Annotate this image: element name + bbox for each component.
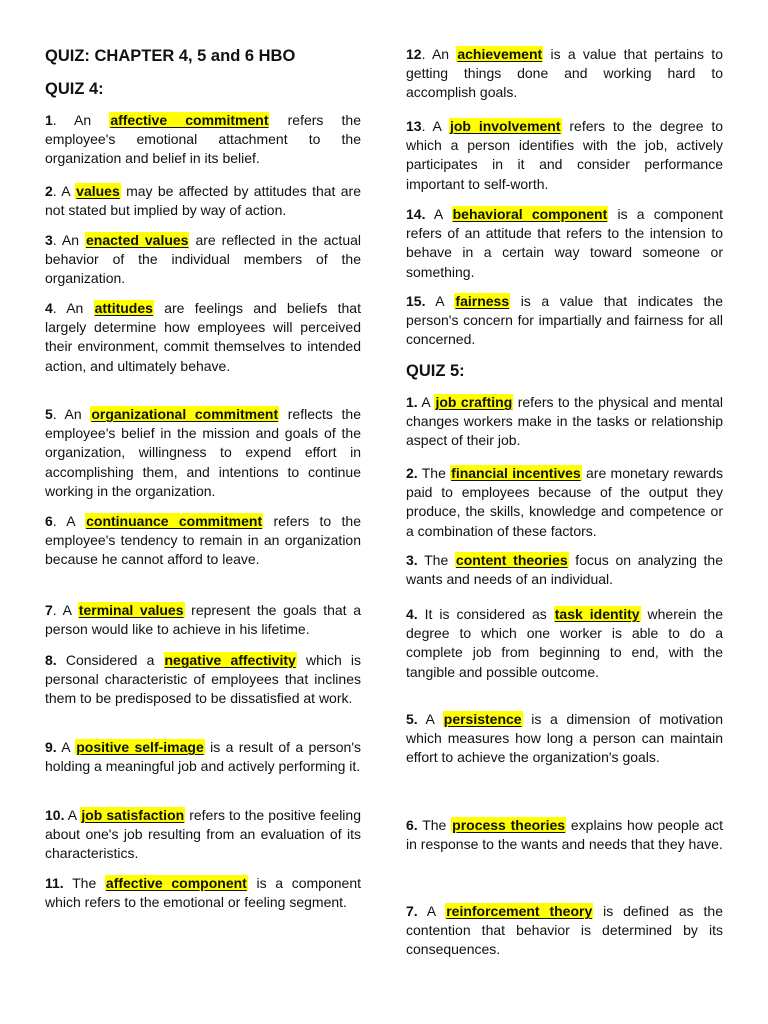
highlighted-term: organizational commitment — [91, 406, 279, 422]
item-text: refers to the positive feeling about one's job resulting from an evaluation of its characteristics. — [45, 807, 361, 862]
item-text: are reflected in the actual behavior of the individual members of the organization. — [45, 232, 361, 287]
item-number: 14. — [406, 206, 426, 222]
item-number: 11. — [45, 875, 64, 891]
highlighted-term: achievement — [457, 46, 543, 62]
highlighted-term: enacted values — [86, 232, 189, 248]
item-number: 9. — [45, 739, 57, 755]
item-text: refers to the degree to which a person identifies with the job, actively participates in it and consider performance important to self-worth. — [406, 118, 724, 192]
item-lead: . An — [52, 232, 85, 248]
quiz-item — [406, 605, 723, 682]
quiz-item — [45, 299, 361, 376]
item-number: 10. — [45, 807, 65, 823]
item-lead: A — [417, 903, 446, 919]
item-lead: The — [417, 552, 455, 568]
item-number: 12 — [406, 46, 422, 62]
item-lead: A — [64, 807, 81, 823]
item-number: 8. — [45, 652, 57, 668]
highlighted-term: positive self-image — [76, 739, 204, 755]
item-lead: . A — [52, 602, 78, 618]
item-number: 15. — [406, 293, 426, 309]
highlighted-term: reinforcement theory — [446, 903, 593, 919]
highlighted-term: fairness — [455, 293, 510, 309]
item-text: wherein the degree to which one worker is able to do a complete job from beginning to end, with the tangible and possible outcome. — [406, 606, 723, 680]
item-text: is a result of a person's holding a meaningful job and actively performing it. — [45, 739, 361, 775]
quiz-item — [45, 111, 361, 169]
item-number: 13 — [406, 118, 422, 134]
quiz-item — [406, 710, 723, 768]
highlighted-term: task identity — [554, 606, 640, 622]
item-lead: A — [417, 711, 443, 727]
quiz4-heading: QUIZ 4: — [45, 80, 104, 98]
quiz-item — [45, 601, 361, 639]
item-number: 2 — [45, 183, 53, 199]
highlighted-term: terminal values — [78, 602, 184, 618]
item-text: is a component refers of an attitude that refers to the intension to behave in a certain way toward someone or something. — [406, 206, 723, 280]
item-number: 5. — [406, 711, 418, 727]
item-lead: A — [417, 394, 435, 410]
highlighted-term: job satisfaction — [81, 807, 185, 823]
item-text: are monetary rewards paid to employees because of the output they produce, the skills, knowledge and competence or a combination of these factors. — [406, 465, 723, 539]
highlighted-term: affective component — [105, 875, 247, 891]
item-text: is defined as the contention that behavior is determined by its consequences. — [406, 903, 723, 958]
quiz5-heading: QUIZ 5: — [406, 362, 465, 380]
item-text: represent the goals that a person would like to achieve in his lifetime. — [45, 602, 361, 638]
item-text: is a dimension of motivation which measures how long a person can maintain effort to achieve the organization's goals. — [406, 711, 723, 766]
item-lead: A — [425, 206, 452, 222]
item-lead: . A — [52, 513, 86, 529]
item-lead: It is considered as — [417, 606, 554, 622]
item-lead: A — [56, 739, 76, 755]
item-number: 6. — [406, 817, 418, 833]
highlighted-term: financial incentives — [451, 465, 581, 481]
highlighted-term: content theories — [455, 552, 568, 568]
item-text: explains how people act in response to the wants and needs that they have. — [406, 817, 723, 853]
item-number: 5 — [45, 406, 53, 422]
highlighted-term: values — [76, 183, 120, 199]
item-lead: . A — [421, 118, 449, 134]
quiz-item — [406, 292, 723, 350]
item-number: 1 — [45, 112, 53, 128]
quiz-item — [406, 551, 723, 589]
highlighted-term: attitudes — [94, 300, 153, 316]
item-number: 1. — [406, 394, 418, 410]
highlighted-term: continuance commitment — [86, 513, 263, 529]
item-number: 3. — [406, 552, 418, 568]
item-lead: . An — [421, 46, 457, 62]
document-title: QUIZ: CHAPTER 4, 5 and 6 HBO — [45, 47, 296, 65]
item-lead: Considered a — [56, 652, 164, 668]
highlighted-term: persistence — [443, 711, 522, 727]
item-text: may be affected by attitudes that are not stated but implied by way of action. — [45, 183, 361, 219]
item-text: refers to the physical and mental changes workers make in the tasks or relationship aspect of their job. — [406, 394, 723, 449]
item-text: is a value that pertains to getting things done and working hard to accomplish goals. — [406, 46, 723, 101]
item-text: is a value that indicates the person's concern for impartially and fairness for all concerned. — [406, 293, 723, 348]
highlighted-term: process theories — [452, 817, 566, 833]
item-lead: The — [63, 875, 105, 891]
quiz-item — [45, 231, 361, 289]
quiz-item — [45, 405, 361, 501]
item-number: 4. — [406, 606, 418, 622]
item-text: is a component which refers to the emotional or feeling segment. — [45, 875, 361, 911]
quiz-item — [406, 816, 723, 854]
item-number: 6 — [45, 513, 53, 529]
item-number: 4 — [45, 300, 53, 316]
quiz-item — [45, 738, 361, 776]
quiz-item — [45, 806, 361, 864]
item-number: 7. — [406, 903, 418, 919]
quiz-item — [45, 512, 361, 570]
highlighted-term: job involvement — [449, 118, 561, 134]
quiz-item — [406, 902, 723, 960]
item-lead: A — [425, 293, 455, 309]
item-number: 7 — [45, 602, 53, 618]
item-text: are feelings and beliefs that largely determine how employees will perceived their environment, commit themselves to intended action, and ultimately behave. — [45, 300, 361, 374]
quiz-item — [406, 205, 723, 282]
quiz-item — [406, 393, 723, 451]
quiz-item — [45, 651, 361, 709]
item-number: 3 — [45, 232, 53, 248]
highlighted-term: job crafting — [435, 394, 513, 410]
item-lead: . A — [52, 183, 76, 199]
item-text: refers to the employee's tendency to remain in an organization because he cannot afford to leave. — [45, 513, 361, 568]
quiz-item — [406, 45, 723, 103]
quiz-item — [406, 117, 723, 194]
quiz-item — [45, 182, 361, 220]
item-lead: . An — [52, 112, 110, 128]
highlighted-term: affective commitment — [110, 112, 269, 128]
highlighted-term: behavioral component — [452, 206, 608, 222]
item-lead: The — [417, 817, 452, 833]
item-lead: . An — [52, 300, 94, 316]
item-lead: . An — [52, 406, 91, 422]
item-number: 2. — [406, 465, 418, 481]
item-text: refers the employee's emotional attachment to the organization and belief in its belief. — [45, 112, 361, 167]
highlighted-term: negative affectivity — [164, 652, 296, 668]
item-text: focus on analyzing the wants and needs of an individual. — [406, 552, 723, 588]
item-text: reflects the employee's belief in the mission and goals of the organization, willingness to expend effort in accomplishing them, and intentions to continue working in the organization. — [45, 406, 361, 499]
quiz-item — [406, 464, 723, 541]
quiz-item — [45, 874, 361, 912]
item-lead: The — [417, 465, 451, 481]
item-text: which is personal characteristic of employees that inclines them to be predisposed to be dissatisfied at work. — [45, 652, 361, 707]
